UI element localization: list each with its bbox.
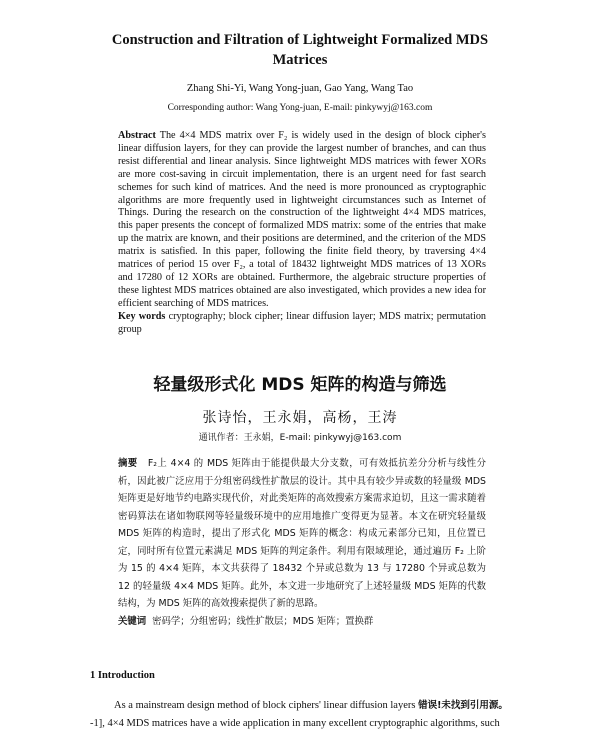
english-title: Construction and Filtration of Lightweight Formalized MDS Matrices — [111, 32, 489, 68]
english-corresponding-author: Corresponding author: Wang Yong-juan, E-mail: pinkywyj@163.com — [167, 103, 433, 113]
english-keywords-text: cryptography; block cipher; linear diffusion layer; MDS matrix; permutation group — [118, 310, 487, 335]
chinese-authors: 张诗怡，王永娟，高杨，王涛 — [202, 410, 398, 426]
english-authors: Zhang Shi-Yi, Wang Yong-juan, Gao Yang, Wang Tao — [186, 83, 414, 94]
english-keywords-label: Key words — [118, 310, 166, 322]
section-heading-introduction: 1 Introduction — [90, 670, 155, 681]
chinese-keywords — [118, 613, 486, 631]
introduction-body — [90, 697, 510, 733]
chinese-title: 轻量级形式化 MDS 矩阵的构造与筛选 — [153, 375, 447, 395]
chinese-corresponding-author: 通讯作者：王永娟，E-mail: pinkywyj@163.com — [198, 433, 402, 443]
english-keywords — [118, 311, 486, 337]
english-abstract — [118, 130, 486, 337]
chinese-abstract-text: F₂上 4×4 的 MDS 矩阵由于能提供最大分支数，可有效抵抗差分分析与线性分析，因此被广泛应用于分组密码线性扩散层的设计。其中具有较少异或数的轻量级 MDS 矩阵更是好地节约电路实现代价，对此类矩阵的高效搜索方案需求迫切，且这一需求随着密码算法在诸如物联网等轻量级环境中的应用地推广变得更为显著。本文在研究轻量级 MDS 矩阵的构造时，提出了形式化 MDS 矩阵的概念：构成元素部分已知，且位置已定，同时所有位置元素满足 MDS 矩阵的判定条件。利用有限域理论，通过遍历 F₂ 上阶为 15 的 4×4 矩阵，本文共获得了 18432 个异或总数为 13 与 17280 个异或总数为 12 的轻量级 4×4 MDS 矩阵。此外，本文进一步地研究了上述轻量级 MDS 矩阵的代数结构，为 MDS 矩阵的高效搜索提供了新的思路。 — [118, 458, 486, 609]
intro-text-line-2: -1], 4×4 MDS matrices have a wide application in many excellent cryptographic algorithms, such — [90, 718, 500, 729]
citation-error-reference[interactable]: 错误!未找到引用源。 — [418, 700, 508, 711]
chinese-keywords-label: 关键词 — [118, 615, 147, 627]
intro-text-line-1: As a mainstream design method of block ciphers' linear diffusion layers — [114, 700, 416, 711]
english-abstract-label: Abstract — [118, 130, 156, 141]
chinese-abstract-label: 摘要 — [118, 458, 138, 469]
chinese-keywords-text: 密码学；分组密码；线性扩散层；MDS 矩阵；置换群 — [152, 615, 374, 627]
chinese-abstract — [118, 455, 486, 630]
english-abstract-text: The 4×4 MDS matrix over F₂ is widely used in the design of block cipher's linear diffusion layers, for they can provide the largest number of branches, and can thus resist differential and linear analysis. Since lightweight MDS matrices with fewer XORs are more cost-saving in circuit implementation, there is an urgent need for fast search schemes for such kind of matrices. And the need is more pronounced as cryptographic algorithms are more frequently used in lightweight circumstances such as Internet of Things. During the research on the construction of the lightweight 4×4 MDS matrices, this paper presents the concept of formalized MDS matrix: some of the entries that make up the matrix are known, and their positions are determined, and the criterion of the MDS matrix is satisfied. In this paper, following the finite field theory, by traversing 4×4 matrices of period 15 over F₂, a total of 18432 lightweight MDS matrices of 13 XORs and 17280 of 12 XORs are obtained. Furthermore, the algebraic structure properties of these lightest MDS matrices obtained are also investigated, which provides a new idea for efficient searching of MDS matrices. — [118, 130, 486, 309]
